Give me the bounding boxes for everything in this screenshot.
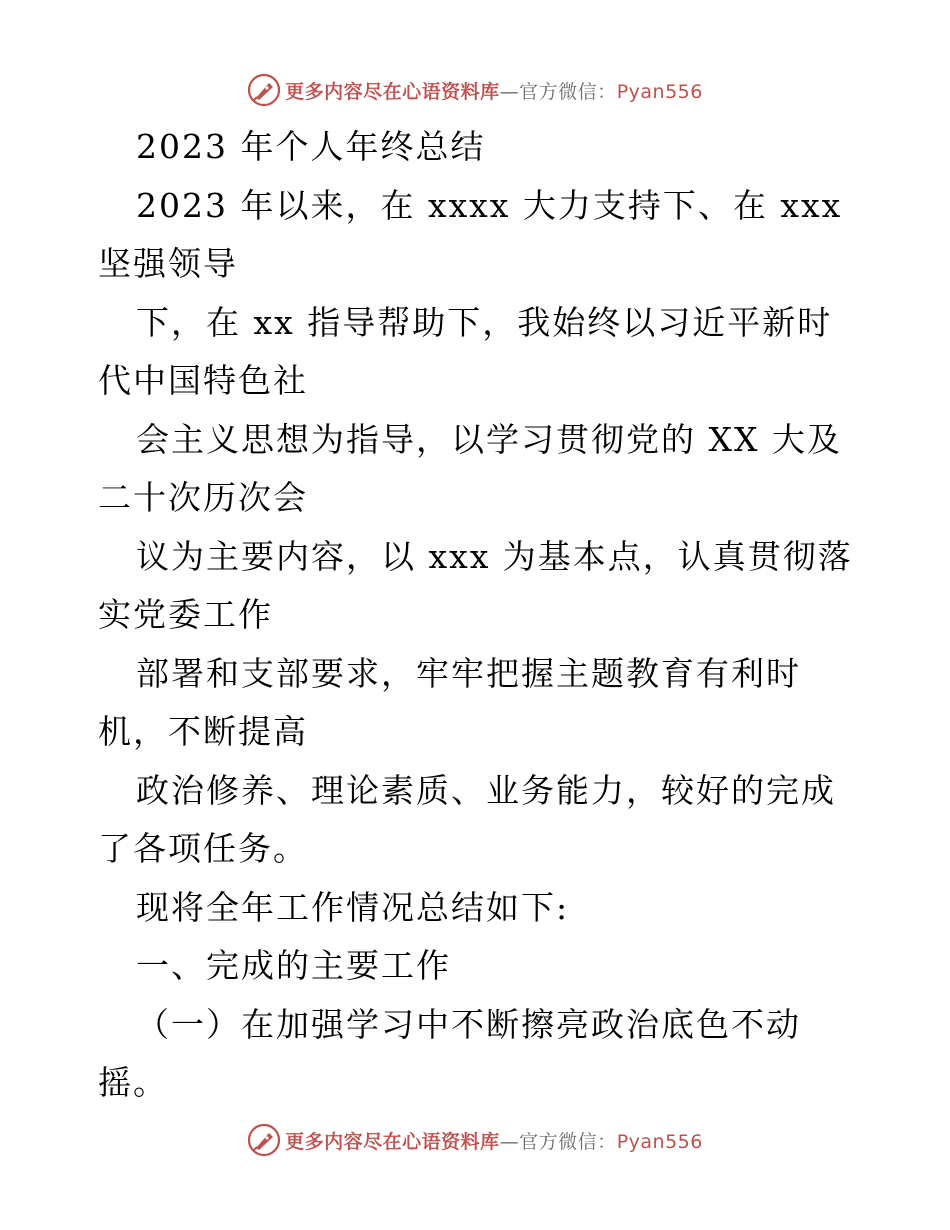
- banner-separator: —官方微信：: [499, 1130, 617, 1153]
- section-heading: 一、完成的主要工作: [136, 946, 451, 985]
- paragraph-7: 现将全年工作情况总结如下:: [136, 887, 570, 927]
- banner-wechat-id: Pyan556: [616, 1130, 703, 1153]
- watermark-banner-bottom: [0, 1120, 950, 1160]
- paragraph-3: 会主义思想为指导，以学习贯彻党的 XX 大及二十次历次会: [98, 419, 842, 517]
- document-title: 2023 年个人年终总结: [136, 127, 486, 166]
- banner-site-name: 更多内容尽在心语资料库: [285, 80, 500, 103]
- banner-separator: —官方微信：: [499, 80, 617, 103]
- paragraph-6: 政治修养、理论素质、业务能力，较好的完成了各项任务。: [98, 770, 836, 868]
- pen-nib-logo-icon: [247, 1123, 281, 1157]
- document-body: [98, 118, 858, 1113]
- paragraph-1: 2023 年以来，在 xxxx 大力支持下、在 xxx 坚强领导: [98, 185, 843, 283]
- pen-nib-logo-icon: [247, 73, 281, 107]
- paragraph-5: 部署和支部要求，牢牢把握主题教育有利时机，不断提高: [98, 653, 801, 751]
- paragraph-2: 下，在 xx 指导帮助下，我始终以习近平新时代中国特色社: [98, 302, 833, 400]
- banner-wechat-id: Pyan556: [616, 80, 703, 103]
- subsection-heading: （一）在加强学习中不断擦亮政治底色不动摇。: [98, 1004, 801, 1102]
- banner-site-name: 更多内容尽在心语资料库: [285, 1130, 500, 1153]
- paragraph-4: 议为主要内容，以 xxx 为基本点，认真贯彻落实党委工作: [98, 536, 853, 634]
- watermark-banner-top: [0, 70, 950, 110]
